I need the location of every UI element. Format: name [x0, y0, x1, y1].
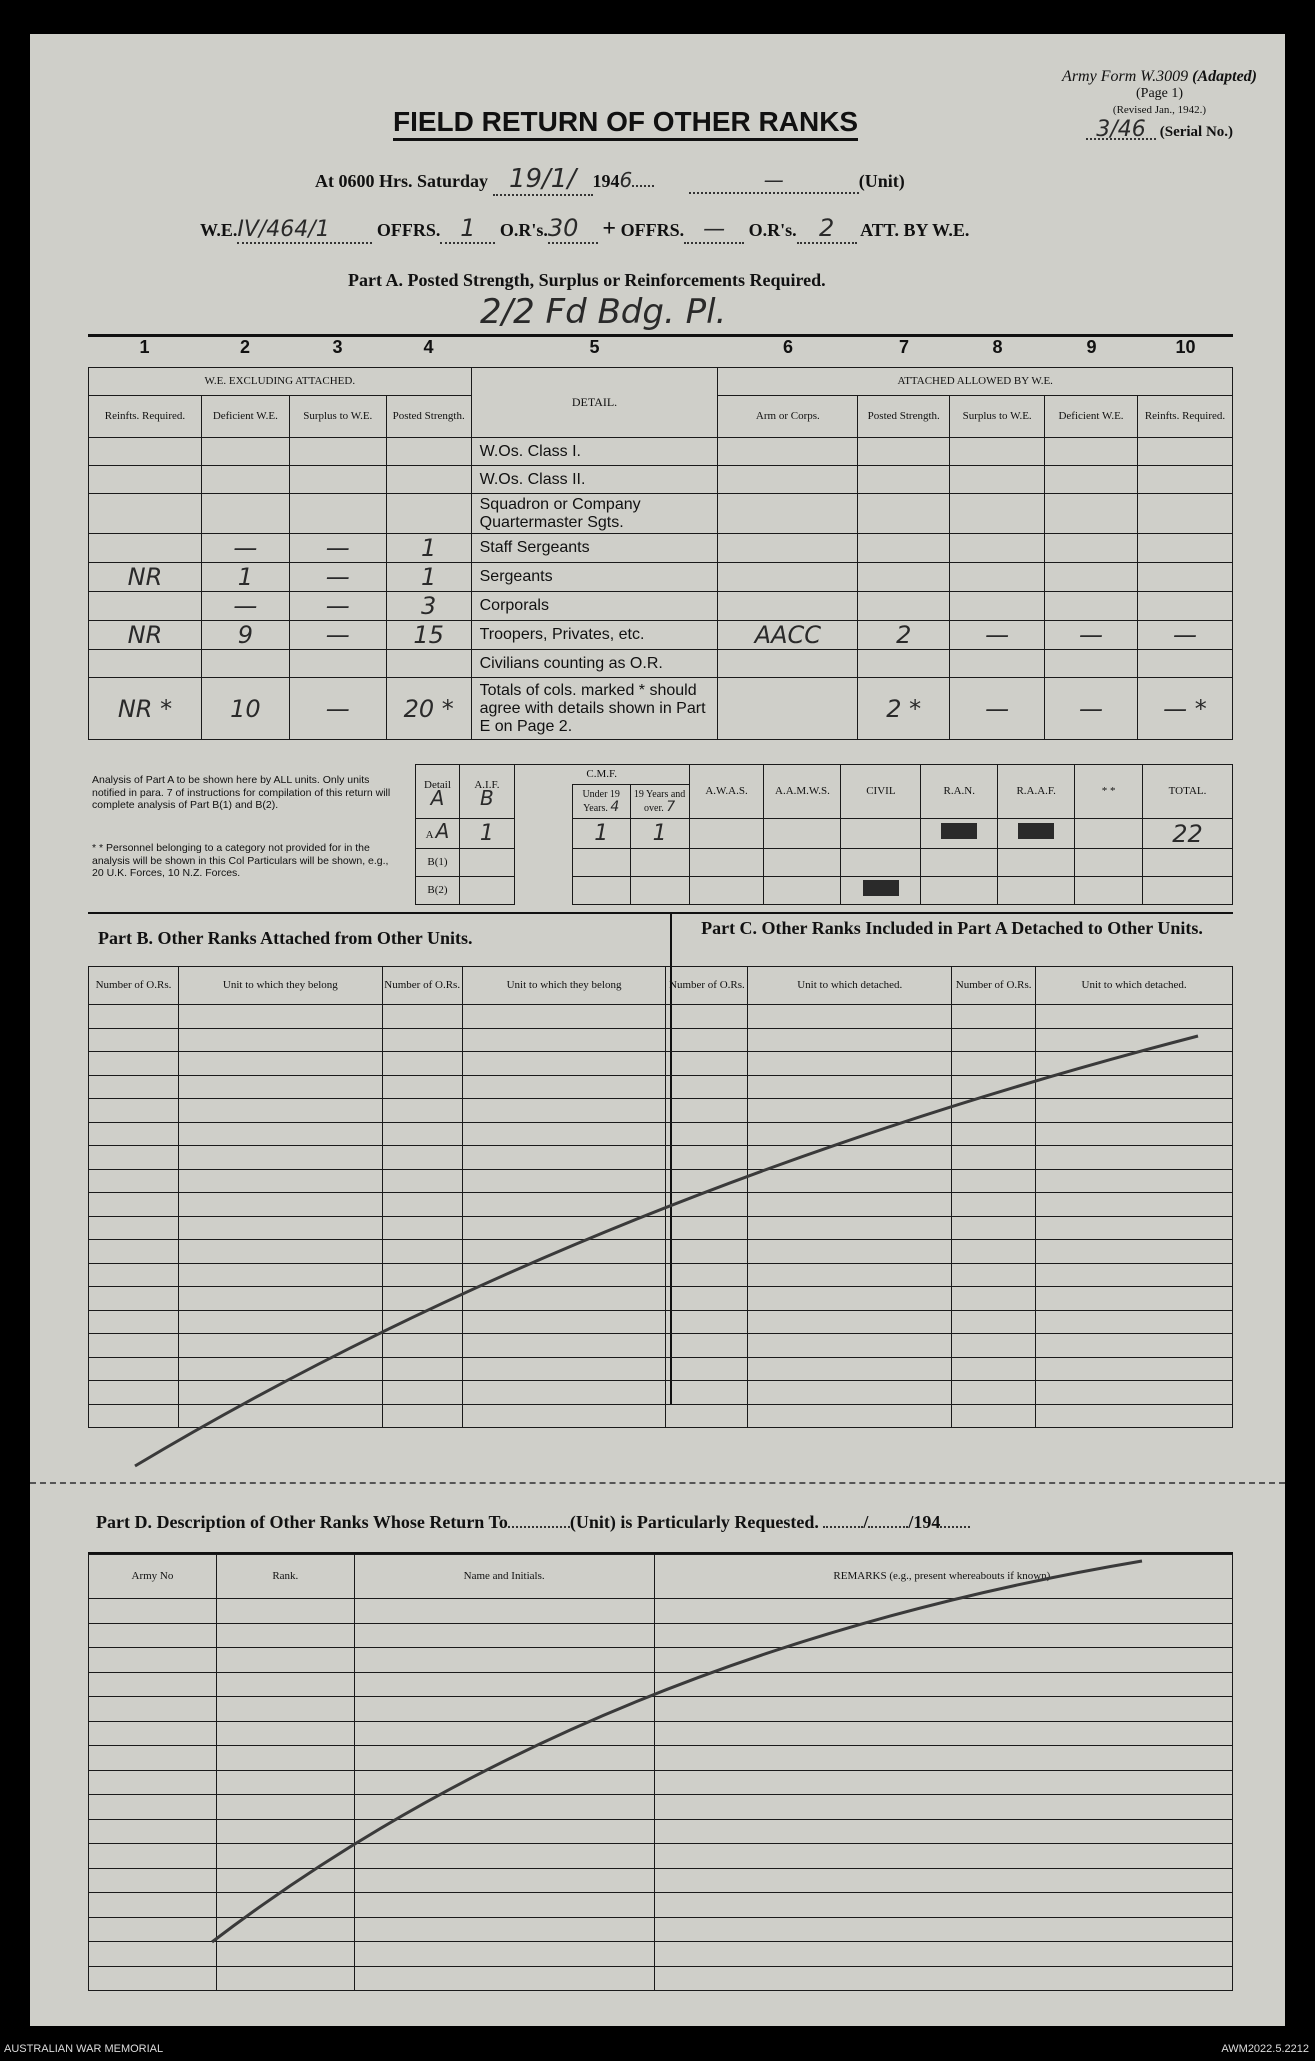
form-page [30, 34, 1285, 2026]
cell-value: 3 [386, 592, 471, 621]
detail-label: Civilians counting as O.R. [471, 650, 718, 678]
footer-right: AWM2022.5.2212 [1221, 2043, 1309, 2055]
cell-value: 20 * [386, 678, 471, 740]
cell-value: 1 [201, 563, 289, 592]
detail-label: Squadron or Company Quartermaster Sgts. [471, 494, 718, 534]
cell-value: — [1045, 678, 1138, 740]
part-a-title: Part A. Posted Strength, Surplus or Reinforcements Required. [348, 270, 826, 290]
hw-letter: 7 [666, 799, 676, 815]
page-number: (Page 1) [1136, 86, 1184, 101]
col-header: Name and Initials. [354, 1555, 654, 1599]
col-header: Unit to which detached. [1036, 967, 1233, 1005]
raaf-header: R.A.A.F. [998, 765, 1075, 819]
we-value: IV/464/1 [237, 217, 372, 244]
offrs-label: OFFRS. [376, 220, 441, 240]
year-prefix: 194 [592, 171, 620, 191]
ors-label: O.R's. [499, 220, 548, 240]
part-bc-cancel-stroke [135, 1036, 1198, 1466]
form-title: FIELD RETURN OF OTHER RANKS [393, 106, 858, 141]
cancellation-strokes [30, 34, 1285, 2026]
col-header: Number of O.Rs. [952, 967, 1036, 1005]
detail-label: Troopers, Privates, etc. [471, 621, 718, 650]
hw-letter: 4 [610, 799, 620, 815]
under19-label: Under 19 Years. [582, 789, 620, 814]
col-header: Number of O.Rs. [89, 967, 179, 1005]
col-number: 2 [239, 337, 250, 357]
group-header-right: ATTACHED ALLOWED BY W.E. [718, 368, 1233, 396]
analysis-row-label: B(2) [416, 877, 460, 905]
row-label: A [425, 829, 433, 841]
total-value: 22 [1143, 819, 1233, 849]
col-header: Unit to which they belong [178, 967, 382, 1005]
col-number: 9 [1086, 337, 1097, 357]
total-header: TOTAL. [1143, 765, 1233, 819]
cell-value: 1 [386, 563, 471, 592]
unit-label: (Unit) [858, 171, 905, 191]
cell-value: 15 [386, 621, 471, 650]
col-number: 1 [139, 337, 150, 357]
form-name: Army Form W.3009 [1062, 68, 1189, 85]
col-header: Deficient W.E. [1045, 396, 1138, 438]
cell-value: NR [89, 621, 202, 650]
cell-value: 9 [201, 621, 289, 650]
col-header: Number of O.Rs. [382, 967, 462, 1005]
analysis-detail-label: Detail [424, 778, 451, 791]
cell-value: — * [1137, 678, 1232, 740]
ors2-label: O.R's. [748, 220, 797, 240]
col-header: Surplus to W.E. [950, 396, 1045, 438]
ors-value: 30 [548, 214, 598, 244]
col-header: Unit to which they belong [462, 967, 666, 1005]
serial-number: 3/46 [1086, 121, 1156, 140]
at-label: At 0600 Hrs. Saturday [315, 171, 489, 191]
ors2-value: 2 [797, 214, 857, 244]
plus-sign: + [602, 216, 617, 242]
revised-date: (Revised Jan., 1942.) [1112, 104, 1207, 116]
detail-label: Totals of cols. marked * should agree with details shown in Part E on Page 2. [471, 678, 718, 740]
cell-value: NR * [89, 678, 202, 740]
serial-label: (Serial No.) [1159, 124, 1234, 140]
cell-value: — [289, 534, 386, 563]
offrs-value: 1 [440, 214, 495, 244]
offrs2-label: OFFRS. [620, 220, 685, 240]
over19-value: 1 [630, 819, 689, 849]
col-number: 6 [782, 337, 793, 357]
over19-label: 19 Years and over. [633, 789, 686, 814]
analysis-note-2: * * Personnel belonging to a category not provided for in the analysis will be shown in this Col Particulars will be shown, e.g., 20 U.K. Forces, 10 N.Z. Forces. [92, 842, 389, 879]
part-d-title-pre: Part D. Description of Other Ranks Whose Return To [96, 1512, 508, 1532]
cell-value: — [289, 592, 386, 621]
col-number: 5 [589, 337, 600, 357]
part-c-title: Part C. Other Ranks Included in Part A Detached to Other Units. [701, 918, 1203, 938]
civil-header: CIVIL [841, 765, 921, 819]
col-number: 8 [992, 337, 1003, 357]
hw-letter: B [480, 785, 494, 810]
cell-value: — [289, 563, 386, 592]
ran-header: R.A.N. [921, 765, 998, 819]
part-b-title: Part B. Other Ranks Attached from Other Units. [98, 928, 473, 948]
group-header-left: W.E. EXCLUDING ATTACHED. [89, 368, 472, 396]
cmf-header: C.M.F. [514, 765, 689, 785]
cell-value: 2 [858, 621, 950, 650]
cell-value: NR [89, 563, 202, 592]
year-value: 6 [619, 168, 633, 192]
col-header: Posted Strength. [386, 396, 471, 438]
detail-label: W.Os. Class II. [471, 466, 718, 494]
awas-header: A.W.A.S. [689, 765, 764, 819]
col-header: Rank. [216, 1555, 354, 1599]
col-header: Unit to which detached. [748, 967, 952, 1005]
hw-letter: A [430, 785, 445, 810]
part-d-title: Part D. Description of Other Ranks Whose Return To (Unit) is Particularly Requested. / /194 [96, 1512, 970, 1533]
analysis-note-1: Analysis of Part A to be shown here by ALL units. Only units notified in para. 7 of instructions for compilation of this return will complete analysis of Part B(1) and B(2). [92, 774, 391, 811]
cell-value: — [1045, 621, 1138, 650]
att-label: ATT. BY W.E. [860, 220, 970, 240]
part-d-cancel-stroke [212, 1561, 1142, 1942]
date-value: 19/1/ [493, 164, 593, 196]
cell-value: — [201, 592, 289, 621]
cell-value: — [201, 534, 289, 563]
under19-value: 1 [572, 819, 630, 849]
cell-value: — [950, 678, 1045, 740]
col-header: Deficient W.E. [201, 396, 289, 438]
col-header: Surplus to W.E. [289, 396, 386, 438]
cell-value: — [1137, 621, 1232, 650]
cell-value: — [950, 621, 1045, 650]
cell-value: 10 [201, 678, 289, 740]
col-number: 7 [898, 337, 909, 357]
part-d-year: /194 [908, 1512, 941, 1532]
col-header: Posted Strength. [858, 396, 950, 438]
detail-label: Staff Sergeants [471, 534, 718, 563]
col-number: 3 [332, 337, 343, 357]
aif-value: 1 [459, 819, 514, 849]
aamws-header: A.A.M.W.S. [764, 765, 841, 819]
cell-value: AACC [718, 621, 858, 650]
unit-value: — [689, 168, 859, 194]
unit-name-handwritten: 2/2 Fd Bdg. Pl. [480, 292, 727, 332]
col-number: 4 [423, 337, 434, 357]
col-header: Army No [89, 1555, 217, 1599]
col-header: Number of O.Rs. [666, 967, 748, 1005]
detail-header: DETAIL. [471, 368, 718, 438]
aif-label: A.I.F. [474, 778, 500, 791]
we-label: W.E. [200, 220, 238, 240]
offrs2-value: — [684, 217, 744, 244]
footer-left: AUSTRALIAN WAR MEMORIAL [4, 2043, 164, 2055]
cell-value: — [289, 621, 386, 650]
cell-value: 1 [386, 534, 471, 563]
form-adapted: (Adapted) [1192, 68, 1257, 85]
col-header: Reinfts. Required. [1137, 396, 1232, 438]
analysis-row-label: B(1) [416, 849, 460, 877]
col-header: Reinfts. Required. [89, 396, 202, 438]
detail-label: W.Os. Class I. [471, 438, 718, 466]
col-header: REMARKS (e.g., present whereabouts if known). [654, 1555, 1233, 1599]
hw-value: A [435, 819, 450, 843]
cell-value: — [289, 678, 386, 740]
col-number: 10 [1175, 337, 1196, 357]
detail-label: Sergeants [471, 563, 718, 592]
cell-value: 2 * [858, 678, 950, 740]
col-header: Arm or Corps. [718, 396, 858, 438]
detail-label: Corporals [471, 592, 718, 621]
part-d-title-mid: (Unit) is Particularly Requested. [569, 1512, 819, 1532]
star-header: * * [1075, 765, 1143, 819]
